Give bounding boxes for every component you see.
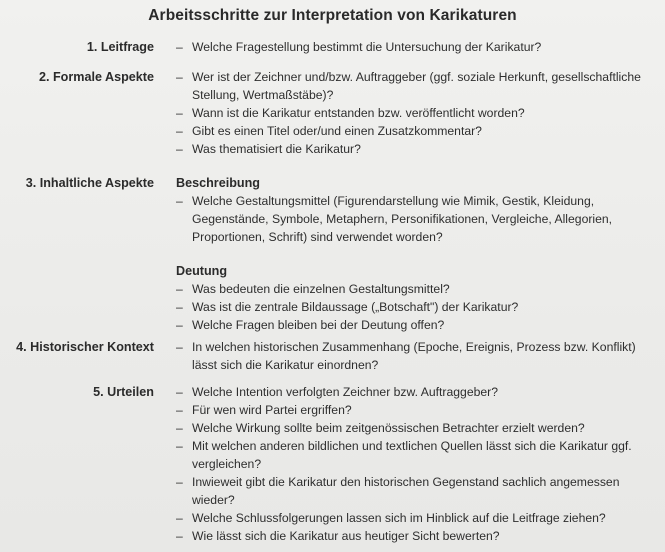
question-list <box>176 338 660 374</box>
question-item: – Welche Intention verfolgten Zeichner bzw. Auftraggeber? <box>176 383 660 401</box>
question-item: – Mit welchen anderen bildlichen und textlichen Quellen lässt sich die Karikatur ggf. vergleichen? <box>176 437 660 473</box>
question-item: – Gibt es einen Titel oder/und einen Zusatzkommentar? <box>176 122 660 140</box>
question-item: – Welche Fragen bleiben bei der Deutung offen? <box>176 316 660 334</box>
section-label: 3. Inhaltliche Aspekte <box>25 176 154 190</box>
section-label: 1. Leitfrage <box>86 40 154 54</box>
section-content <box>176 174 660 334</box>
section-content <box>176 338 660 374</box>
question-item: – Welche Schlussfolgerungen lassen sich im Hinblick auf die Leitfrage ziehen? <box>176 509 660 527</box>
section-content <box>176 383 660 545</box>
question-item: – Für wen wird Partei ergriffen? <box>176 401 660 419</box>
section-label: 4. Historischer Kontext <box>16 340 154 354</box>
question-item: – Wer ist der Zeichner und/bzw. Auftraggeber (ggf. soziale Herkunft, gesellschaftliche Stellung, Wertmaßstäbe)? <box>176 68 660 104</box>
question-list <box>176 280 660 334</box>
subhead-beschreibung: Beschreibung <box>176 176 260 190</box>
question-item: – Was ist die zentrale Bildaussage („Botschaft") der Karikatur? <box>176 298 660 316</box>
subhead-deutung: Deutung <box>176 264 228 278</box>
question-item: – Welche Wirkung sollte beim zeitgenössischen Betrachter erzielt werden? <box>176 419 660 437</box>
question-list <box>176 68 660 158</box>
section-content <box>176 68 660 158</box>
question-list <box>176 38 660 56</box>
section-label: 5. Urteilen <box>93 385 154 399</box>
question-item: – Welche Gestaltungsmittel (Figurendarstellung wie Mimik, Gestik, Kleidung, Gegenstände, Symbole, Metaphern, Personifikationen, Vergleiche, Allegorien, Proportionen, Schrift) sind verwendet worden? <box>176 192 660 246</box>
section-label: 2. Formale Aspekte <box>38 70 154 84</box>
page-title: Arbeitsschritte zur Interpretation von Karikaturen <box>148 7 517 24</box>
question-item: – Was bedeuten die einzelnen Gestaltungsmittel? <box>176 280 660 298</box>
question-item: – Wann ist die Karikatur entstanden bzw. veröffentlicht worden? <box>176 104 660 122</box>
question-item: – Was thematisiert die Karikatur? <box>176 140 660 158</box>
question-item: – Wie lässt sich die Karikatur aus heutiger Sicht bewerten? <box>176 527 660 545</box>
question-item: – Inwieweit gibt die Karikatur den historischen Gegenstand sachlich angemessen wieder? <box>176 473 660 509</box>
question-list <box>176 192 660 246</box>
question-item: – Welche Fragestellung bestimmt die Untersuchung der Karikatur? <box>176 38 660 56</box>
section-content <box>176 38 660 56</box>
question-list <box>176 383 660 545</box>
question-item: – In welchen historischen Zusammenhang (Epoche, Ereignis, Prozess bzw. Konflikt) lässt sich die Karikatur einordnen? <box>176 338 660 374</box>
